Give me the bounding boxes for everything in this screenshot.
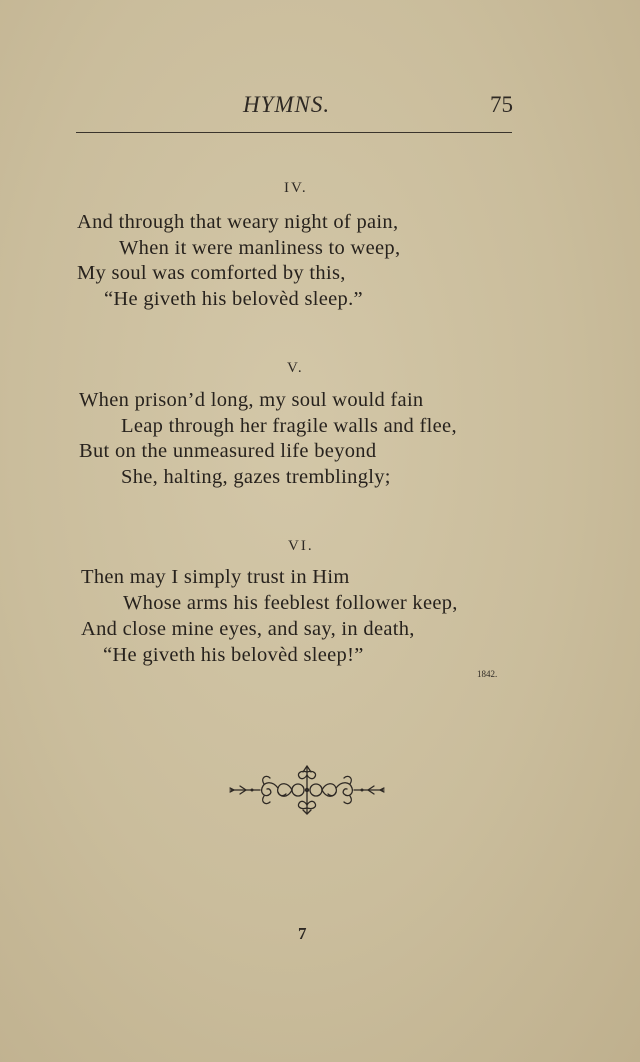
running-title: HYMNS. (243, 92, 331, 117)
verse-line: But on the unmeasured life beyond (79, 440, 377, 462)
verse-line: When prison’d long, my soul would fain (79, 389, 424, 411)
stanza-number-iv: IV. (284, 180, 308, 196)
verse-line: “He giveth his belovèd sleep!” (103, 644, 364, 666)
verse-line: “He giveth his belovèd sleep.” (104, 288, 363, 310)
verse-line: And close mine eyes, and say, in death, (81, 618, 415, 640)
signature-mark: 7 (298, 924, 307, 943)
verse-line: She, halting, gazes tremblingly; (121, 466, 391, 488)
stanza-number-v: V. (287, 360, 304, 376)
page-number: 75 (490, 92, 513, 117)
verse-line: When it were manliness to weep, (119, 237, 401, 259)
header-rule (76, 132, 512, 133)
verse-line: My soul was comforted by this, (77, 262, 346, 284)
stanza-number-vi: VI. (288, 538, 314, 554)
verse-line: Whose arms his feeblest follower keep, (123, 592, 458, 614)
verse-line: And through that weary night of pain, (77, 211, 399, 233)
date: 1842. (477, 669, 498, 679)
verse-line: Then may I simply trust in Him (81, 566, 350, 588)
tailpiece-ornament-icon (226, 760, 388, 820)
verse-line: Leap through her fragile walls and flee, (121, 415, 457, 437)
